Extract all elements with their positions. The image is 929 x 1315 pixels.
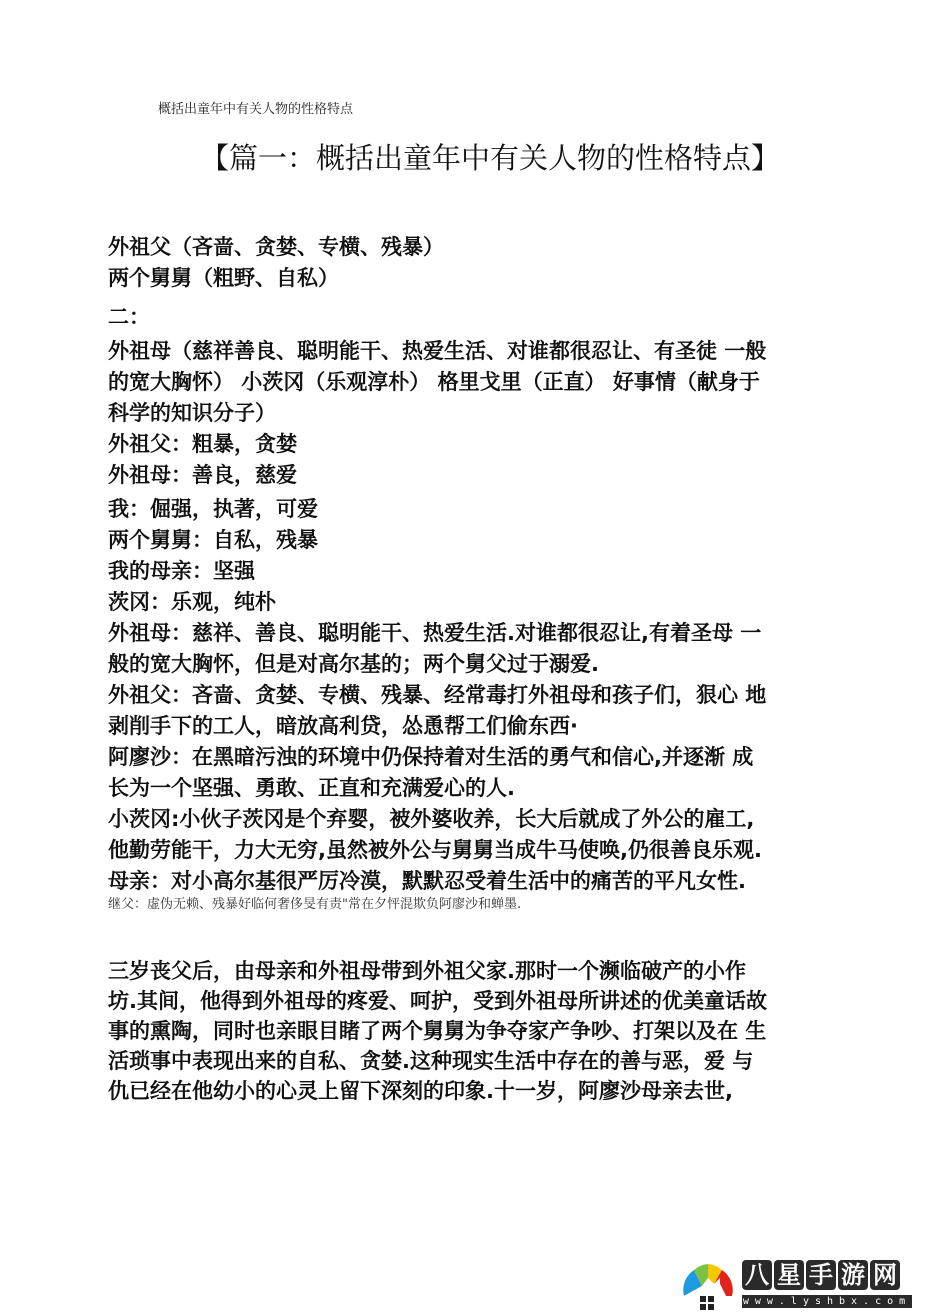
watermark-char: 游: [838, 1260, 868, 1290]
text-line: 科学的知识分子）: [108, 401, 276, 425]
house-rainbow-logo-icon: [680, 1256, 736, 1312]
document-title: 【篇一：概括出童年中有关人物的性格特点】: [200, 141, 781, 175]
watermark-url: www.lyshbx.com: [742, 1296, 912, 1307]
watermark-char: 星: [774, 1260, 804, 1290]
section-one: [108, 232, 838, 294]
text-line: 外祖母：慈祥、善良、聪明能干、热爱生活.对谁都很忍让,有着圣母 一: [108, 621, 762, 645]
text-line: 母亲：对小高尔基很严厉冷漠，默默忍受着生活中的痛苦的平凡女性.: [108, 869, 746, 893]
text-line: 剥削手下的工人，暗放高利贷，怂恿帮工们偷东西·: [108, 714, 578, 738]
text-line: 活琐事中表现出来的自私、贪婪.这种现实生活中存在的善与恶，爱 与: [108, 1049, 754, 1073]
watermark-brand: [742, 1260, 900, 1290]
site-watermark: [680, 1252, 925, 1312]
text-line: 般的宽大胸怀，但是对高尔基的；两个舅父过于溺爱.: [108, 652, 599, 676]
watermark-char: 手: [806, 1260, 836, 1290]
text-line: 我：倔强，执著，可爱: [108, 497, 318, 521]
watermark-char: 网: [870, 1260, 900, 1290]
text-line: 的宽大胸怀） 小茨冈（乐观淳朴） 格里戈里（正直） 好事情（献身于: [108, 370, 760, 394]
text-line: 三岁丧父后，由母亲和外祖母带到外祖父家.那时一个濒临破产的小作: [108, 959, 746, 983]
text-line: 仇已经在他幼小的心灵上留下深刻的印象.十一岁，阿廖沙母亲去世,: [108, 1079, 733, 1103]
text-line: 两个舅舅（粗野、自私）: [108, 266, 339, 290]
biography-paragraph: [108, 956, 838, 1106]
text-line: 两个舅舅：自私，残暴: [108, 528, 318, 552]
section-two: [108, 302, 838, 897]
text-line: 事的熏陶，同时也亲眼目睹了两个舅舅为争夺家产争吵、打架以及在 生: [108, 1019, 767, 1043]
text-line: 坊.其间，他得到外祖母的疼爱、呵护，受到外祖母所讲述的优美童话故: [108, 989, 767, 1013]
text-line: 他勤劳能干，力大无穷,虽然被外公与舅舅当成牛马使唤,仍很善良乐观.: [108, 838, 762, 862]
text-line: 外祖母（慈祥善良、聪明能干、热爱生活、对谁都很忍让、有圣徒 一般: [108, 339, 767, 363]
text-line: 茨冈：乐观，纯朴: [108, 590, 276, 614]
text-line: 外祖父：吝啬、贪婪、专横、残暴、经常毒打外祖母和孩子们，狠心 地: [108, 683, 767, 707]
text-line: 外祖母：善良，慈爱: [108, 463, 297, 487]
text-line: 长为一个坚强、勇敢、正直和充满爱心的人.: [108, 776, 515, 800]
text-line: 我的母亲：坚强: [108, 559, 255, 583]
text-line: 外祖父：粗暴，贪婪: [108, 432, 297, 456]
running-head: 概括出童年中有关人物的性格特点: [158, 102, 354, 117]
stepfather-note: 继父：虚伪无赖、残暴好临何奢侈旻有责"常在夕怦混欺负阿廖沙和蝉墨.: [108, 897, 522, 912]
text-line: 外祖父（吝啬、贪婪、专横、残暴）: [108, 235, 444, 259]
text-line: 阿廖沙：在黑暗污浊的环境中仍保持着对生活的勇气和信心,并逐渐 成: [108, 745, 754, 769]
section-heading: 二：: [108, 305, 150, 329]
watermark-char: 八: [742, 1260, 772, 1290]
text-line: 小茨冈:小伙子茨冈是个弃婴，被外婆收养，长大后就成了外公的雇工,: [108, 807, 755, 831]
